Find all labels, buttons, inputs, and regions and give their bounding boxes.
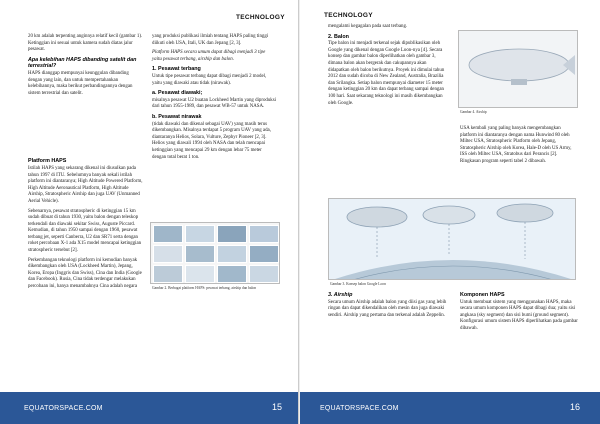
subheading: Apa kelebihan HAPS dibanding satelit dan terrestrial? bbox=[28, 56, 137, 70]
aircraft-photo bbox=[185, 265, 215, 283]
section-label-right: TECHNOLOGY bbox=[324, 12, 373, 19]
subheading: 3. Airship bbox=[328, 292, 353, 298]
paragraph: Secara umum Airship adalah balon yang diisi gas yang lebih ringan dan dapat dikendalikan oleh mesin dan juga diawaki sendiri. Airship yang pertama dan terkenal adalah Zeppelin. bbox=[328, 299, 447, 318]
paragraph: 20 km adalah terpenting anginnya relatif kecil (gambar 1). Ketinggian ini sesuai untuk kamera sudah diatas jalur pesawat. bbox=[28, 34, 143, 53]
subheading: b. Pesawat nirawak bbox=[152, 113, 202, 120]
paragraph: Sebenarnya, pesawat stratospheric di ketinggian 15 km sudah dibuat di tahun 1930, yaitu balon dengan teleskop terkendali dan diawaki sekitar Swiss, Auguste Piccard. Kemudian, di tahun 1950 sampai dengan 1960, pesawat terbang jet, seperti Canberra, U2 dan SR71 serta dengan roket percobaan X-1 ada X15 model mencapai ketinggian stratospheric tersebut [2]. bbox=[28, 208, 142, 254]
figure-caption: Gambar 2. Berbagai platform HAPS: pesawat terbang, airship dan balon bbox=[152, 286, 257, 290]
aircraft-photo bbox=[249, 265, 279, 283]
paragraph: Perkembangan teknologi platform ini kemudian banyak dikembangkan oleh USA (Lockheed Martin), Jepang, Korea, Eropa (Inggris dan Swiss), Cina dan India (Google dan Facebook). Rusia, Cina tidak terdengar melakukan percobaan ini, hanya menambahnya Cina adalah negara bbox=[28, 257, 142, 290]
right-page bbox=[300, 0, 600, 424]
paragraph: USA kembali yang paling banyak mengembangkan platform ini diantaranya dengan nama Hunwind 80 oleh Miltec USA, Stratospheric Platform oleh Jepang, Stratospheric Airship oleh Korea, Hale-D oleh US Army, ISS oleh Miltec USA, Stratobus dari Perancis [2]. Ringkasan program seperti tabel 2 dibawah. bbox=[460, 126, 572, 164]
aircraft-photo bbox=[217, 225, 247, 243]
left-column-1 bbox=[28, 34, 144, 294]
airship-photo bbox=[153, 245, 183, 263]
right-column-1 bbox=[328, 24, 448, 110]
balloon-photo bbox=[249, 245, 279, 263]
balloon-concept-illustration bbox=[329, 199, 576, 280]
figure-caption: Gambar 4. Airship bbox=[460, 110, 487, 114]
subheading: 2. Balon bbox=[328, 33, 349, 40]
platform-photo-grid bbox=[150, 222, 280, 284]
paragraph: (tidak diawaki dan dikenal sebagai UAV) yang masih terus dikembangkan. Misalnya terdapat 5 program UAV yang ada, diantaranya Helios, Solara, Vulture, Zephyr Pioneer [2, 3]. Helios yang diawali 1994 oleh NASA dan telah mencapai ketinggian yang mencapai 29 km dengan lebar 75 meter dengan total berat 1 ton. bbox=[152, 121, 271, 160]
footer-url: EQUATORSPACE.COM bbox=[24, 405, 103, 412]
subheading: Platform HAPS bbox=[28, 158, 67, 165]
paragraph: HAPS dianggap mempunyai keunggulan dibanding dengan yang lain, dan untuk mempertahankan kelebihannya, maka berikut perbandingannya dengan sistem terrestrial dan satelit. bbox=[28, 70, 133, 96]
paragraph: Untuk tipe pesawat terbang dapat dibagi menjadi 2 model, yaitu yang diawaki atau tidak (nirawak). bbox=[152, 73, 267, 86]
paragraph: Platform HAPS secara umum dapat dibagi menjadi 3 tipe yaitu pesawat terbang, airship dan balon. bbox=[152, 50, 266, 62]
page-number: 16 bbox=[570, 402, 581, 412]
right-column-1-lower bbox=[328, 290, 448, 322]
loon-balloon-figure bbox=[328, 198, 576, 280]
aircraft-photo bbox=[153, 225, 183, 243]
subheading: a. Pesawat diawaki; bbox=[152, 90, 203, 97]
subheading: 1. Pesawat terbang bbox=[152, 66, 201, 73]
paragraph: mengalami kegagalan pada saat terbang. bbox=[328, 24, 408, 29]
balloon-photo bbox=[217, 245, 247, 263]
aircraft-photo bbox=[153, 265, 183, 283]
right-column-2-lower bbox=[460, 290, 578, 336]
paragraph: Istilah HAPS yang sekarang dikenal ini diusulkan pada tahun 1997 di ITU. Sebelumnya banyak sekali istilah platform ini diantaranya; High Altitude Powered Platform, High Altitude Aeronautical Platform, High Altitude Airship, Stratospheric Airship dan juga UAV (Unmanned Aerial Vehicle). bbox=[28, 165, 143, 204]
airship-illustration bbox=[459, 31, 578, 108]
right-column-2 bbox=[460, 126, 578, 169]
aircraft-photo bbox=[217, 265, 247, 283]
footer-url: EQUATORSPACE.COM bbox=[320, 405, 399, 412]
paragraph: misalnya pesawat U2 buatan Lockheed Martin yang diproduksi dari tahun 1955-1989, dan pesawat WB-57 untuk NASA. bbox=[152, 97, 276, 110]
airship-figure bbox=[458, 30, 578, 108]
page-number: 15 bbox=[272, 402, 283, 412]
paragraph: Untuk membuat sistem yang menggunakan HAPS, maka secara umum komponen HAPS dapat dibagi dua; yaitu sisi angkasa (sky segment) dan sisi bumi (ground segment). Konfigurasi umum sistem HAPS diperlihatkan pada gambar dibawah. bbox=[460, 299, 578, 331]
paragraph: Tipe balon ini menjadi terkenal sejak dipublikasikan oleh Google yang dikenal dengan Google Loon-nya [4]. Secara konsep dan gambar balon diperlihatkan oleh gambar 3, dimana balon akan bergerak dan cakupannya akan didapatkan oleh balon berikutnya. Proyek ini dimulai tahun 2012 dan sudah dicoba di New Zealand, Australia, Brazilia dan Srilangka. Setiap balon mempunyai diameter 15 meter dengan ketinggian 20 km dan dapat terbang sampai dengan 100 hari. Saat sekarang teknologi ini masih dikembangkan oleh Google. bbox=[328, 41, 445, 106]
figure-caption: Gambar 3. Konsep balon Google Loon bbox=[330, 282, 386, 286]
aircraft-photo bbox=[185, 225, 215, 243]
aircraft-photo bbox=[249, 225, 279, 243]
subheading: Komponen HAPS bbox=[460, 292, 505, 298]
paragraph: yang produksi publikasi ilmiah tentang HAPS paling tinggi diikuti oleh USA, Itali, UK dan Jepang [2, 3]. bbox=[152, 34, 269, 46]
section-label-left: TECHNOLOGY bbox=[236, 14, 285, 21]
airship-photo bbox=[185, 245, 215, 263]
